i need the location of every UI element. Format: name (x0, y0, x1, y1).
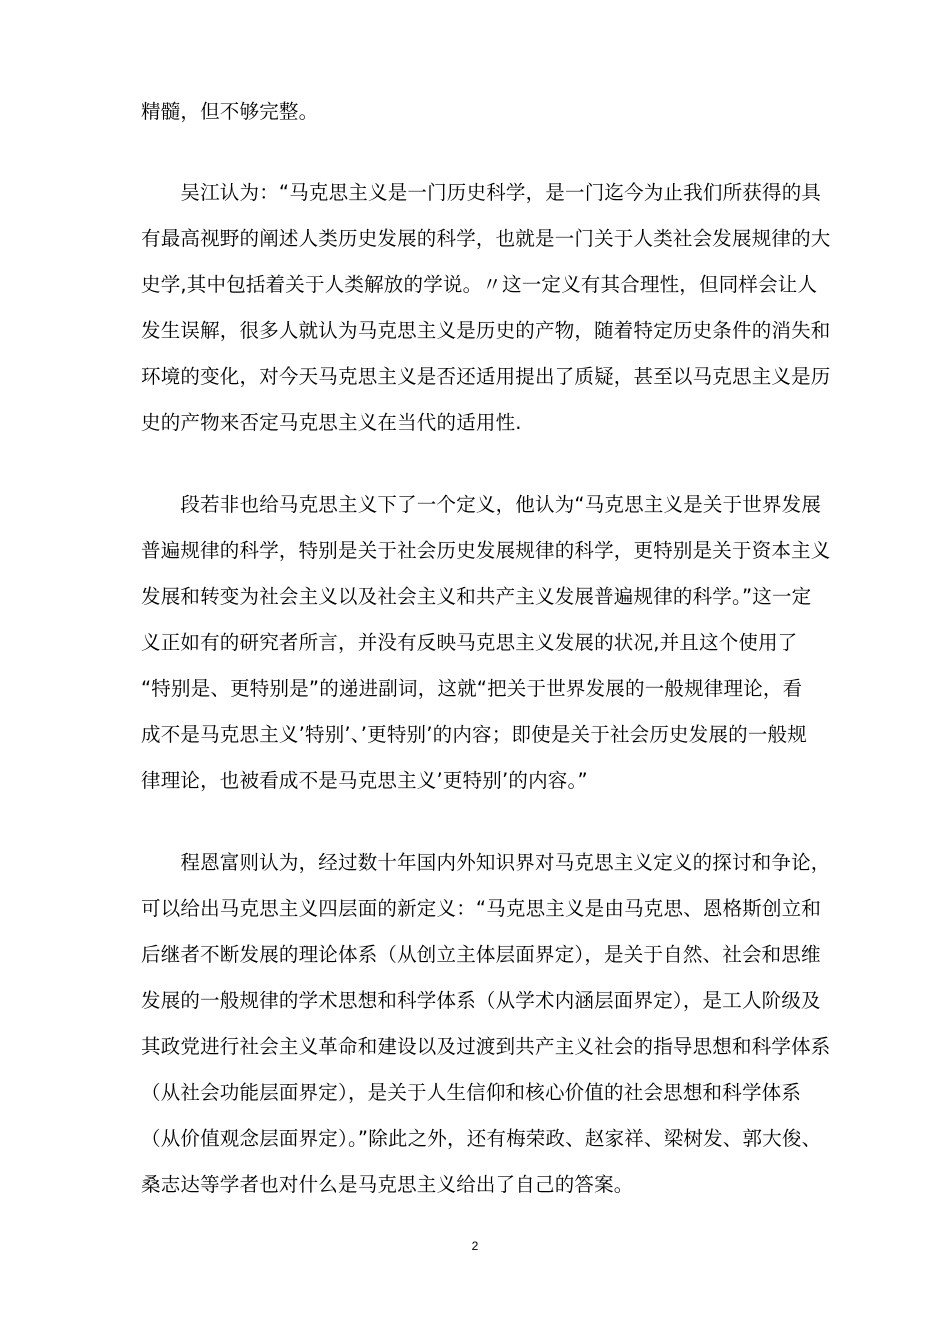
paragraph-line: 发生误解，很多人就认为马克思主义是历史的产物，随着特定历史条件的消失和 (141, 319, 831, 342)
paragraph-line: 发展的一般规律的学术思想和科学体系（从学术内涵层面界定），是工人阶级及 (141, 989, 821, 1012)
paragraph-line: 其政党进行社会主义革命和建设以及过渡到共产主义社会的指导思想和科学体系 (141, 1035, 831, 1058)
paragraph-line: 程恩富则认为，经过数十年国内外知识界对马克思主义定义的探讨和争论， (141, 851, 831, 874)
paragraph-line: 段若非也给马克思主义下了一个定义，他认为“马克思主义是关于世界发展 (141, 493, 822, 516)
paragraph-line: 发展和转变为社会主义以及社会主义和共产主义发展普遍规律的科学。”这一定 (141, 585, 812, 608)
paragraph-line: 可以给出马克思主义四层面的新定义：“马克思主义是由马克思、恩格斯创立和 (141, 897, 822, 920)
paragraph-line: 史的产物来否定马克思主义在当代的适用性. (141, 411, 522, 434)
paragraph-line: 后继者不断发展的理论体系（从创立主体层面界定），是关于自然、社会和思维 (141, 943, 821, 966)
paragraph-line: 律理论，也被看成不是马克思主义’更特别’的内容。” (141, 769, 588, 792)
paragraph-line: 义正如有的研究者所言，并没有反映马克思主义发展的状况,并且这个使用了 (141, 631, 798, 654)
paragraph-line: （从社会功能层面界定），是关于人生信仰和核心价值的社会思想和科学体系 (141, 1081, 802, 1104)
paragraph-line: 精髓，但不够完整。 (141, 100, 319, 123)
paragraph-line: “特别是、更特别是”的递进副词，这就“把关于世界发展的一般规律理论，看 (141, 677, 803, 700)
paragraph-line: 普遍规律的科学，特别是关于社会历史发展规律的科学，更特别是关于资本主义 (141, 539, 831, 562)
page-number: 2 (471, 1239, 479, 1253)
paragraph-line: 吴江认为：“马克思主义是一门历史科学，是一门迄今为止我们所获得的具 (141, 181, 822, 204)
paragraph-line: 成不是马克思主义’特别’、’更特别’的内容；即使是关于社会历史发展的一般规 (141, 723, 807, 746)
paragraph-line: 桑志达等学者也对什么是马克思主义给出了自己的答案。 (141, 1173, 634, 1196)
paragraph-line: 史学,其中包括着关于人类解放的学说。〃这一定义有其合理性，但同样会让人 (141, 273, 818, 296)
paragraph-line: 环境的变化，对今天马克思主义是否还适用提出了质疑，甚至以马克思主义是历 (141, 365, 831, 388)
paragraph-line: 有最高视野的阐述人类历史发展的科学，也就是一门关于人类社会发展规律的大 (141, 227, 831, 250)
paragraph-line: （从价值观念层面界定）。”除此之外，还有梅荣政、赵家祥、梁树发、郭大俊、 (141, 1127, 822, 1150)
